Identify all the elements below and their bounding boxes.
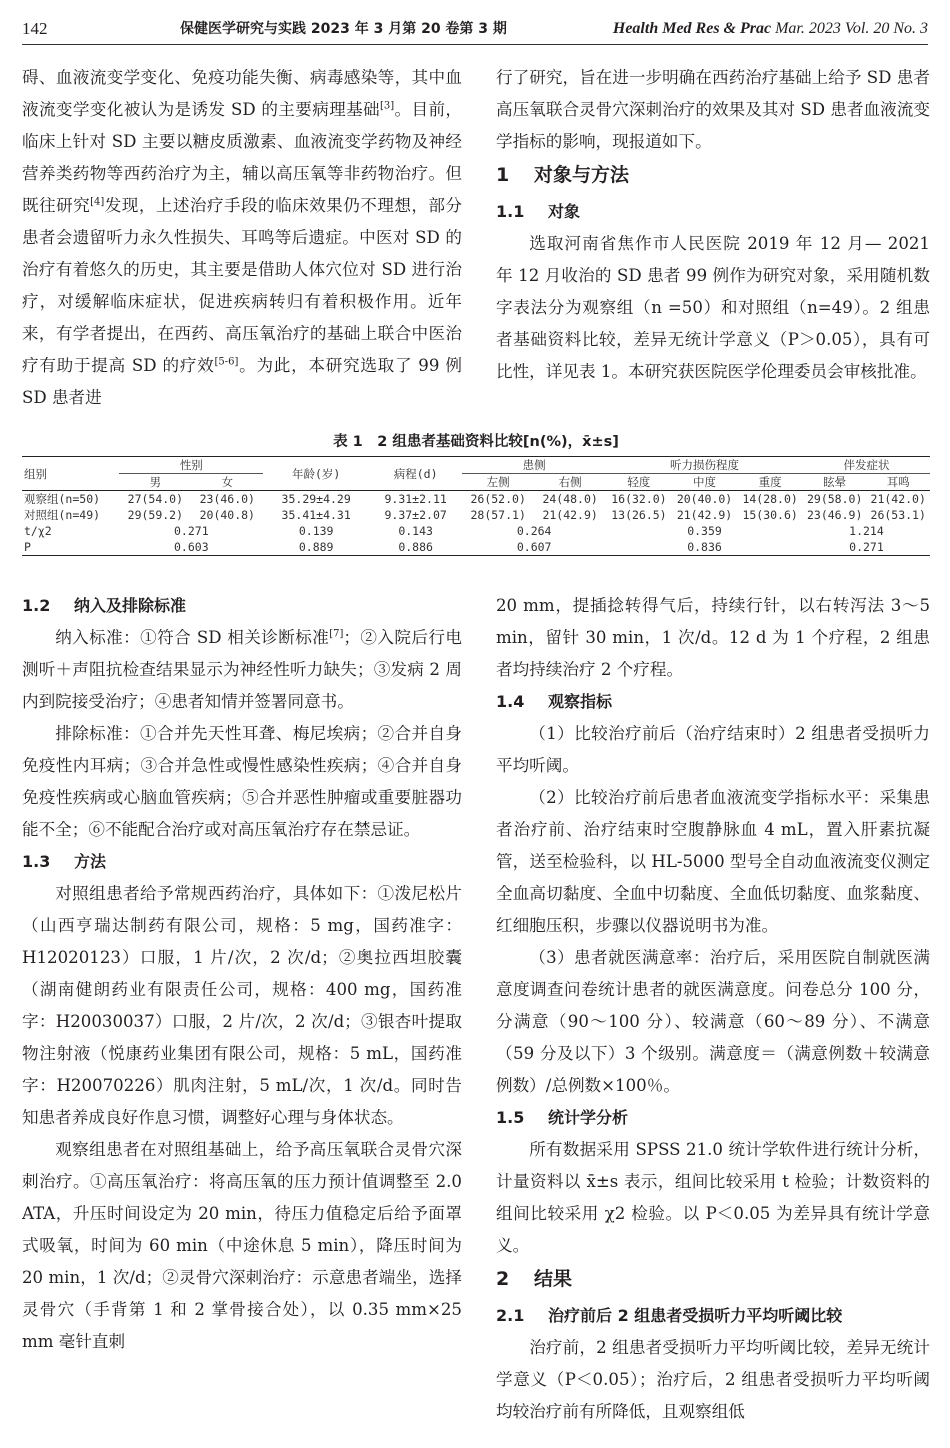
- col-header-side: 患侧: [462, 457, 606, 474]
- subsection-heading: 2.1 治疗前后 2 组患者受损听力平均听阈比较: [496, 1306, 843, 1325]
- citation[interactable]: [4]: [90, 196, 105, 208]
- citation[interactable]: [3]: [380, 100, 395, 112]
- table-row-p-value: P 0.603 0.889 0.886 0.607 0.836 0.271: [22, 539, 930, 556]
- journal-issue-en: Mar. 2023 Vol. 20 No. 3: [771, 20, 928, 37]
- table-row: 观察组(n=50) 27(54.0) 23(46.0) 35.29±4.29 9.31±2.11 26(52.0) 24(48.0) 16(32.0) 20(40.0) 14(28.0) 29(58.0) 21(42.0): [24, 492, 926, 506]
- baseline-table: [22, 456, 930, 556]
- col-header-right: 右侧: [534, 474, 606, 491]
- col-header-female: 女: [191, 474, 263, 491]
- running-head: [22, 16, 928, 45]
- col-header-sex: 性别: [119, 457, 263, 474]
- control-group-method: 对照组患者给予常规西药治疗，具体如下：①泼尼松片（山西亨瑞达制药有限公司，规格：5 mg，国药准字：H12020123）口服，1 片/次，2 次/d；②奥拉西坦胶囊（湖南健朗药业有限责任公司，规格：400 mg，国药准字：H20030037）口服，2 片/次，2 次/d；③银杏叶提取物注射液（悦康药业集团有限公司，规格：5 mL，国药准字：H20070226）肌肉注射，5 mL/次，1 次/d。同时告知患者养成良好作息习惯，调整好心理与身体状态。: [22, 884, 462, 1127]
- citation[interactable]: [5-6]: [214, 356, 239, 368]
- journal-name-en: Health Med Res & Prac: [612, 20, 772, 37]
- citation[interactable]: [7]: [329, 628, 344, 640]
- table-1: [22, 428, 930, 556]
- method-continuation: 20 mm，提插捻转得气后，持续行针，以右转泻法 3～5 min，留针 30 min，1 次/d。12 d 为 1 个疗程，2 组患者均持续治疗 2 个疗程。: [496, 596, 930, 679]
- statistics-paragraph: 所有数据采用 SPSS 21.0 统计学软件进行统计分析，计量资料以 x̄±s 表示，组间比较采用 t 检验；计数资料的组间比较采用 χ2 检验。以 P＜0.05 为差异具有统计学意义。: [496, 1140, 930, 1255]
- col-header-hearing: 听力损伤程度: [606, 457, 803, 474]
- subsection-heading: 1.4 观察指标: [496, 692, 613, 711]
- col-header-course: 病程(d): [369, 457, 462, 491]
- table-row-statistic: t/χ2 0.271 0.139 0.143 0.264 0.359 1.214: [24, 524, 884, 538]
- intro-paragraph-end: 行了研究，旨在进一步明确在西药治疗基础上给予 SD 患者高压氧联合灵骨穴深刺治疗的效果及其对 SD 患者血液流变学指标的影响，现报道如下。: [496, 68, 930, 151]
- section-heading: 1 对象与方法: [496, 164, 630, 186]
- col-header-severe: 重度: [737, 474, 803, 491]
- col-header-moderate: 中度: [672, 474, 738, 491]
- indicator-1: （1）比较治疗前后（治疗结束时）2 组患者受损听力平均听阈。: [496, 724, 930, 775]
- exclusion-criteria: 排除标准：①合并先天性耳聋、梅尼埃病；②合并自身免疫性内耳病；③合并急性或慢性感染性疾病；④合并自身免疫性疾病或心脑血管疾病；⑤合并恶性肿瘤或重要脏器功能不全；⑥不能配合治疗或对高压氧治疗存在禁忌证。: [22, 724, 462, 839]
- col-header-tinnitus: 耳鸣: [866, 474, 930, 491]
- col-header-group: 组别: [22, 457, 119, 491]
- journal-title-en: [613, 16, 928, 42]
- observation-group-method: 观察组患者在对照组基础上，给予高压氧联合灵骨穴深刺治疗。①高压氧治疗：将高压氧的压力预计值调整至 2.0 ATA，升压时间设定为 20 min，待压力值稳定后给予面罩式吸氧，时间为 60 min（中途休息 5 min），降压时间为 20 min，1 次/d；②灵骨穴深刺治疗：示意患者端坐，选择灵骨穴（手背第 1 和 2 掌骨接合处），以 0.35 mm×25 mm 毫针直刺: [22, 1140, 462, 1351]
- col-header-left: 左侧: [462, 474, 534, 491]
- subsection-heading: 1.5 统计学分析: [496, 1108, 629, 1127]
- indicator-2: （2）比较治疗前后患者血液流变学指标水平：采集患者治疗前、治疗结束时空腹静脉血 4 mL，置入肝素抗凝管，送至检验科，以 HL-5000 型号全自动血液流变仪测定全血高切黏度、全血中切黏度、全血低切黏度、血浆黏度、红细胞压积，步骤以仪器说明书为准。: [496, 788, 930, 935]
- journal-title-cn: 保健医学研究与实践 2023 年 3 月第 20 卷第 3 期: [180, 21, 507, 37]
- col-header-male: 男: [119, 474, 191, 491]
- section-heading: 2 结果: [496, 1268, 573, 1290]
- subsection-heading: 1.1 对象: [496, 202, 581, 221]
- subsection-heading: 1.2 纳入及排除标准: [22, 596, 187, 615]
- results-paragraph: 治疗前，2 组患者受损听力平均听阈比较，差异无统计学意义（P＜0.05）；治疗后，2 组患者受损听力平均听阈均较治疗前有所降低，且观察组低: [496, 1338, 930, 1421]
- right-column-top: [496, 62, 930, 388]
- subsection-heading: 1.3 方法: [22, 852, 107, 871]
- col-header-mild: 轻度: [606, 474, 672, 491]
- left-column-top: [22, 62, 462, 414]
- subjects-paragraph: 选取河南省焦作市人民医院 2019 年 12 月— 2021 年 12 月收治的 SD 患者 99 例作为研究对象，采用随机数字表法分为观察组（n =50）和对照组（n=49）。2 组患者基础资料比较，差异无统计学意义（P＞0.05），具有可比性，详见表 1。本研究获医院医学伦理委员会审核批准。: [496, 234, 930, 381]
- page-number: 142: [22, 19, 48, 38]
- table-row: 对照组(n=49) 29(59.2) 20(40.8) 35.41±4.31 9.37±2.07 28(57.1) 21(42.9) 13(26.5) 21(42.9) 15(30.6) 23(46.9) 26(53.1): [24, 508, 926, 522]
- left-column-bottom: [22, 590, 462, 1358]
- col-header-symptom: 伴发症状: [803, 457, 930, 474]
- table-caption: 表 1 2 组患者基础资料比较[n(%)，x̄±s]: [333, 434, 619, 450]
- col-header-age: 年龄(岁): [263, 457, 369, 491]
- right-column-bottom: [496, 590, 930, 1428]
- col-header-vertigo: 眩晕: [803, 474, 866, 491]
- indicator-3: （3）患者就医满意率：治疗后，采用医院自制就医满意度调查问卷统计患者的就医满意度。问卷总分 100 分，分满意（90～100 分）、较满意（60～89 分）、不满意（59 分及以下）3 个级别。满意度＝（满意例数＋较满意例数）/总例数×100％。: [496, 948, 930, 1095]
- inclusion-criteria: 纳入标准：①符合 SD 相关诊断标准[7]；②入院后行电测听＋声阻抗检查结果显示为神经性听力缺失；③发病 2 周内到院接受治疗；④患者知情并签署同意书。: [22, 628, 462, 711]
- intro-paragraph: 碍、血液流变学变化、免疫功能失衡、病毒感染等，其中血液流变学变化被认为是诱发 SD 的主要病理基础[3]。目前，临床上针对 SD 主要以糖皮质激素、血液流变学药物及神经营养类药物等西药治疗为主，辅以高压氧等非药物治疗。但既往研究[4]发现，上述治疗手段的临床效果仍不理想，部分患者会遗留听力永久性损失、耳鸣等后遗症。中医对 SD 的治疗有着悠久的历史，其主要是借助人体穴位对 SD 进行治疗，对缓解临床症状，促进疾病转归有着积极作用。近年来，有学者提出，在西药、高压氧治疗的基础上联合中医治疗有助于提高 SD 的疗效[5-6]。为此，本研究选取了 99 例 SD 患者进: [22, 68, 463, 407]
